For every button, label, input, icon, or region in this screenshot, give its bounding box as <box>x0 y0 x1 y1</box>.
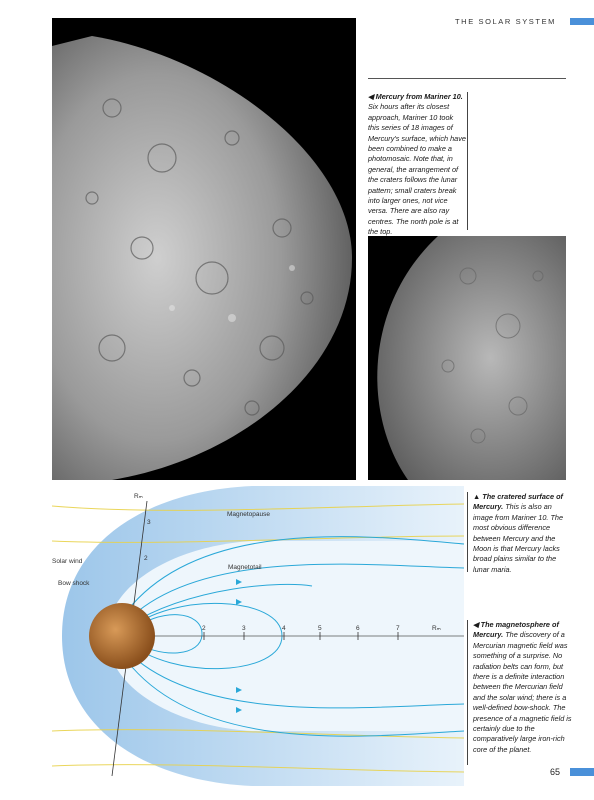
caption-mariner-lead: ◀ Mercury from Mariner 10. <box>368 92 463 101</box>
label-rm-top: Rₘ <box>134 493 143 500</box>
caption-magnetosphere <box>473 620 573 755</box>
axis-tick-label: 7 <box>396 625 400 632</box>
caption-mariner-body: Six hours after its closest approach, Mariner 10 took this series of 18 images of Mercury's surface, which have been combined to make a photomosaic. Note that, in general, the arrangement of the craters follows the lunar pattern; small craters break into larger ones, not vice versa. There are also ray centres. The north pole is at the top. <box>368 102 466 237</box>
caption-rule <box>467 620 468 765</box>
label-bow-shock: Bow shock <box>58 580 90 587</box>
label-rm-axis: Rₘ <box>432 625 441 632</box>
caption-cratered-body: This is also an image from Mariner 10. The most obvious difference between Mercury and the Moon is that Mercury lacks broad plains similar to the lunar maria. <box>473 502 564 574</box>
axis-tick-label: 5 <box>318 625 322 632</box>
axis-tick-label: 2 <box>202 625 206 632</box>
running-head-bar <box>570 18 594 25</box>
caption-top-rule <box>368 78 566 79</box>
footer-bar <box>570 768 594 776</box>
magnetosphere-diagram <box>52 486 464 786</box>
caption-magnetosphere-lead: ◀ The magnetosphere of Mercury. <box>473 620 559 640</box>
label-magnetotail: Magnetotail <box>228 564 262 571</box>
label-tick-3-upper: 3 <box>147 519 151 526</box>
page-number: 65 <box>550 767 561 777</box>
caption-rule <box>467 492 468 572</box>
label-solar-wind: Solar wind <box>52 558 83 565</box>
label-tick-2-upper: 2 <box>144 555 148 562</box>
caption-mariner <box>368 92 466 238</box>
running-head: THE SOLAR SYSTEM <box>455 17 557 26</box>
mercury-planet <box>89 603 155 669</box>
cratered-surface-photo <box>368 236 566 480</box>
caption-cratered <box>473 492 573 575</box>
axis-tick-label: 3 <box>242 625 246 632</box>
caption-cratered-lead: ▲ The cratered surface of Mercury. <box>473 492 563 512</box>
axis-tick-label: 4 <box>282 625 286 632</box>
label-magnetopause: Magnetopause <box>227 511 271 518</box>
axis-tick-label: 6 <box>356 625 360 632</box>
caption-rule <box>467 92 468 230</box>
mercury-mosaic-photo <box>52 18 356 480</box>
caption-magnetosphere-body: The discovery of a Mercurian magnetic field was something of a surprise. No radiation belts can form, but there is a definite interaction between the Mercurian field and the solar wind; there is a well-defined bow-shock. The presence of a magnetic field is certainly due to the comparatively large iron-rich core of the planet. <box>473 630 572 754</box>
